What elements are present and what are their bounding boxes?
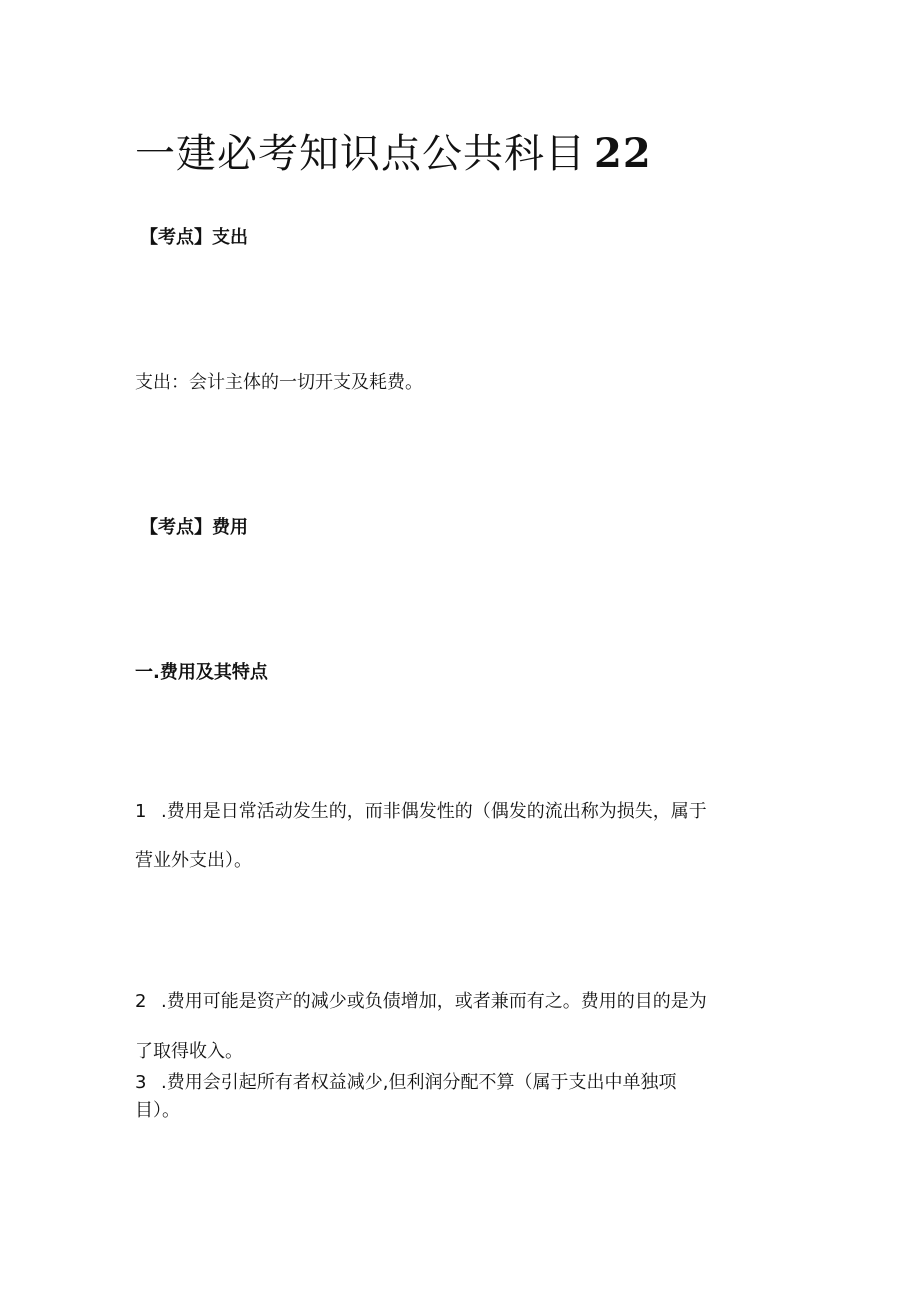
list-item-1-line2: 营业外支出）。: [135, 850, 252, 871]
document-title-text: 一建必考知识点公共科目: [135, 131, 586, 177]
list-item-2-text: .费用可能是资产的减少或负债增加，或者兼而有之。费用的目的是为: [161, 991, 707, 1012]
section-heading-expenditure: 【考点】支出: [140, 227, 248, 248]
section-heading-expense: 【考点】费用: [140, 517, 248, 538]
list-item-3-line2: 目）。: [135, 1100, 180, 1121]
list-item-1-line1: [135, 799, 707, 825]
list-item-2-number: 2: [135, 991, 147, 1012]
list-item-1-text: .费用是日常活动发生的，而非偶发性的（偶发的流出称为损失，属于: [161, 801, 707, 822]
list-item-3-text: .费用会引起所有者权益减少,但利润分配不算（属于支出中单独项: [161, 1072, 677, 1093]
list-item-2-line2: 了取得收入。: [135, 1041, 243, 1062]
list-item-2-line1: [135, 989, 707, 1015]
list-item-3-line1: [135, 1070, 676, 1096]
list-item-3-number: 3: [135, 1072, 147, 1093]
subheading-expense-features: 一.费用及其特点: [135, 662, 268, 683]
list-item-1-number: 1: [135, 801, 147, 822]
document-title-number: 22: [594, 130, 652, 177]
expenditure-definition: 支出：会计主体的一切开支及耗费。: [135, 372, 423, 393]
document-title: [135, 126, 652, 182]
